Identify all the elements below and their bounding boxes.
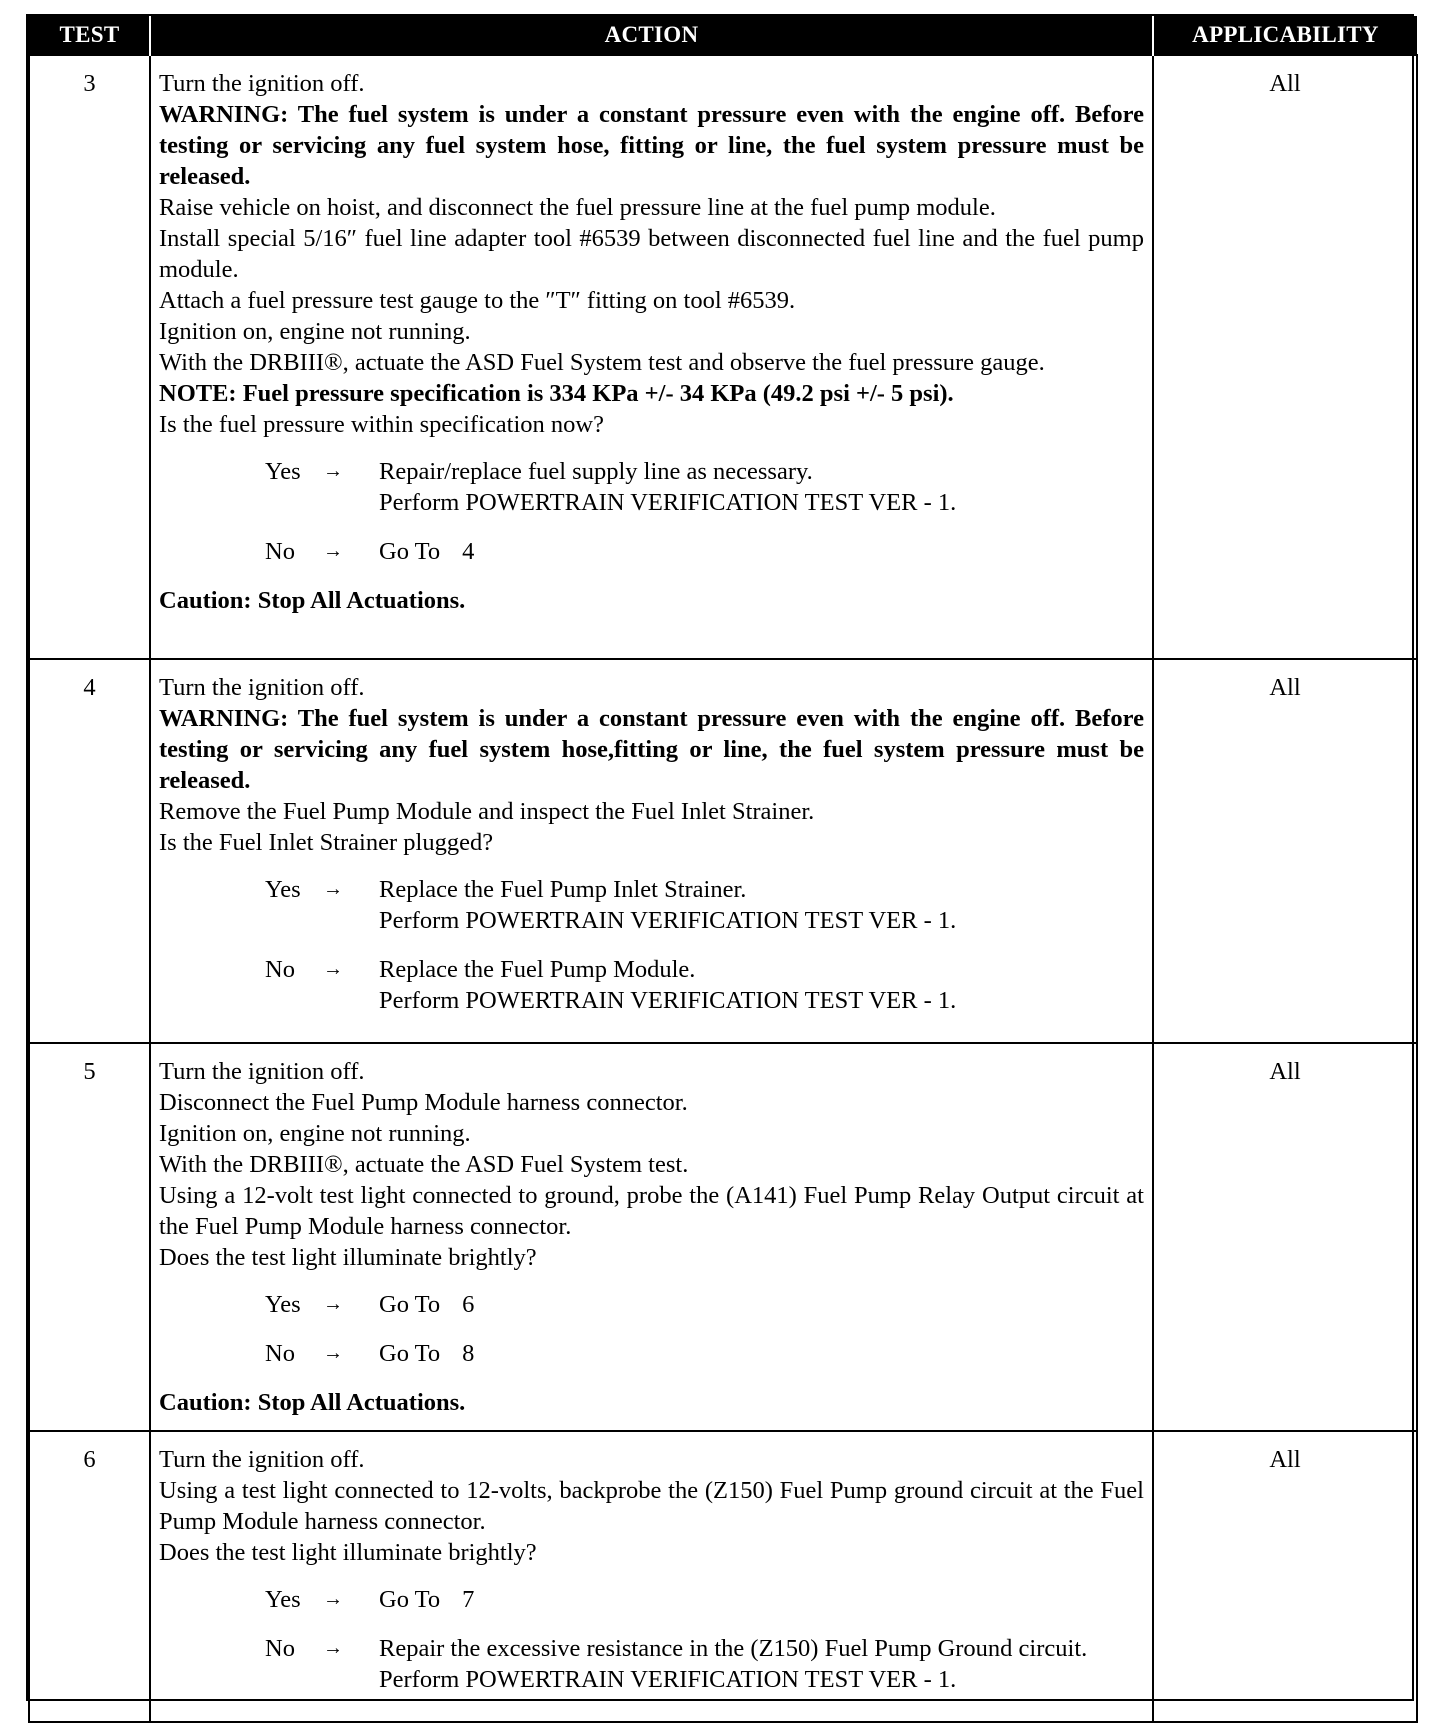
result-line: Repair/replace fuel supply line as necessary. [379,458,813,485]
answer-result [379,1633,1144,1695]
step-text: Turn the ignition off. [159,674,365,701]
step-text: Ignition on, engine not running. [159,1120,471,1147]
caution-text: Caution: Stop All Actuations. [159,1389,466,1416]
result-line: Replace the Fuel Pump Inlet Strainer. [379,876,747,903]
arrow-right-icon: → [323,460,343,482]
arrow-right-icon: → [323,540,343,562]
table-header-row [29,16,1417,55]
answer-label: No [265,1635,295,1662]
result-line: Perform POWERTRAIN VERIFICATION TEST VER - 1. [379,1666,957,1693]
arrow-right-icon: → [323,958,343,980]
action-cell [150,659,1153,1043]
step-text: With the DRBIII®, actuate the ASD Fuel System test. [159,1151,689,1178]
result-line: Repair the excessive resistance in the (Z150) Fuel Pump Ground circuit. [379,1635,1088,1662]
goto-text: Go To [379,1291,441,1318]
applicability-value: All [1153,659,1417,1043]
applicability-value: All [1153,1043,1417,1431]
arrow-right-icon: → [323,1637,343,1659]
applicability-value: All [1153,1431,1417,1722]
answer-label: Yes [265,1291,301,1318]
step-text: Attach a fuel pressure test gauge to the ″T″ fitting on tool #6539. [159,287,796,314]
answer-result [379,1584,1144,1615]
result-line: Perform POWERTRAIN VERIFICATION TEST VER - 1. [379,489,957,516]
step-text: Raise vehicle on hoist, and disconnect the fuel pressure line at the fuel pump module. [159,194,996,221]
test-number: 3 [29,55,150,659]
step-text: Using a 12-volt test light connected to ground, probe the (A141) Fuel Pump Relay Output circuit at the Fuel Pump Module harness connector. [159,1182,1144,1240]
action-cell [150,1431,1153,1722]
header-applicability: APPLICABILITY [1153,16,1417,55]
goto-target: 8 [462,1340,475,1367]
step-text: Ignition on, engine not running. [159,318,471,345]
step-text: Disconnect the Fuel Pump Module harness connector. [159,1089,688,1116]
answer-result [379,1338,1144,1369]
answer-no [265,1633,1144,1695]
answers [265,1584,1144,1695]
goto-text: Go To [379,1586,441,1613]
action-cell [150,1043,1153,1431]
answer-no [265,954,1144,1016]
goto-text: Go To [379,538,441,565]
goto-target: 4 [462,538,475,565]
table-row [29,1043,1417,1431]
answer-label: Yes [265,458,301,485]
result-line: Perform POWERTRAIN VERIFICATION TEST VER - 1. [379,907,957,934]
answers [265,874,1144,1016]
warning-text: WARNING: The fuel system is under a constant pressure even with the engine off. Before testing or servicing any fuel system hose,fitting or line, the fuel system pressure must be released. [159,705,1144,794]
step-text: Turn the ignition off. [159,70,365,97]
answer-yes [265,1584,1144,1615]
arrow-right-icon: → [323,1293,343,1315]
question-text: Does the test light illuminate brightly? [159,1244,537,1271]
table-row [29,659,1417,1043]
answer-no [265,1338,1144,1369]
table-row [29,1431,1417,1722]
answer-result [379,954,1144,1016]
answer-yes [265,1289,1144,1320]
caution-text: Caution: Stop All Actuations. [159,587,466,614]
test-number: 5 [29,1043,150,1431]
action-cell [150,55,1153,659]
test-number: 6 [29,1431,150,1722]
answers [265,1289,1144,1369]
note-text: NOTE: Fuel pressure specification is 334 KPa +/- 34 KPa (49.2 psi +/- 5 psi). [159,380,954,407]
answer-result [379,536,1144,567]
warning-text: WARNING: The fuel system is under a constant pressure even with the engine off. Before testing or servicing any fuel system hose, fitting or line, the fuel system pressure must be released. [159,101,1144,190]
result-line: Replace the Fuel Pump Module. [379,956,696,983]
question-text: Is the Fuel Inlet Strainer plugged? [159,829,494,856]
answer-no [265,536,1144,567]
step-text: Remove the Fuel Pump Module and inspect the Fuel Inlet Strainer. [159,798,815,825]
applicability-value: All [1153,55,1417,659]
arrow-right-icon: → [323,1588,343,1610]
answer-yes [265,874,1144,936]
goto-target: 7 [462,1586,475,1613]
answer-label: Yes [265,1586,301,1613]
answer-result [379,456,1144,518]
question-text: Is the fuel pressure within specification now? [159,411,604,438]
answer-yes [265,456,1144,518]
goto-target: 6 [462,1291,475,1318]
diagnostic-test-table [28,16,1418,1723]
step-text: Install special 5/16″ fuel line adapter tool #6539 between disconnected fuel line and the fuel pump module. [159,225,1144,283]
question-text: Does the test light illuminate brightly? [159,1539,537,1566]
test-number: 4 [29,659,150,1043]
step-text: With the DRBIII®, actuate the ASD Fuel System test and observe the fuel pressure gauge. [159,349,1045,376]
step-text: Turn the ignition off. [159,1058,365,1085]
answers [265,456,1144,567]
diagnostic-test-table-frame [26,14,1414,1701]
table-row [29,55,1417,659]
result-line: Perform POWERTRAIN VERIFICATION TEST VER - 1. [379,987,957,1014]
header-action: ACTION [150,16,1153,55]
answer-label: No [265,1340,295,1367]
arrow-right-icon: → [323,878,343,900]
step-text: Using a test light connected to 12-volts, backprobe the (Z150) Fuel Pump ground circuit at the Fuel Pump Module harness connector. [159,1477,1144,1535]
answer-result [379,1289,1144,1320]
answer-label: Yes [265,876,301,903]
answer-label: No [265,538,295,565]
answer-result [379,874,1144,936]
answer-label: No [265,956,295,983]
step-text: Turn the ignition off. [159,1446,365,1473]
arrow-right-icon: → [323,1342,343,1364]
goto-text: Go To [379,1340,441,1367]
header-test: TEST [29,16,150,55]
